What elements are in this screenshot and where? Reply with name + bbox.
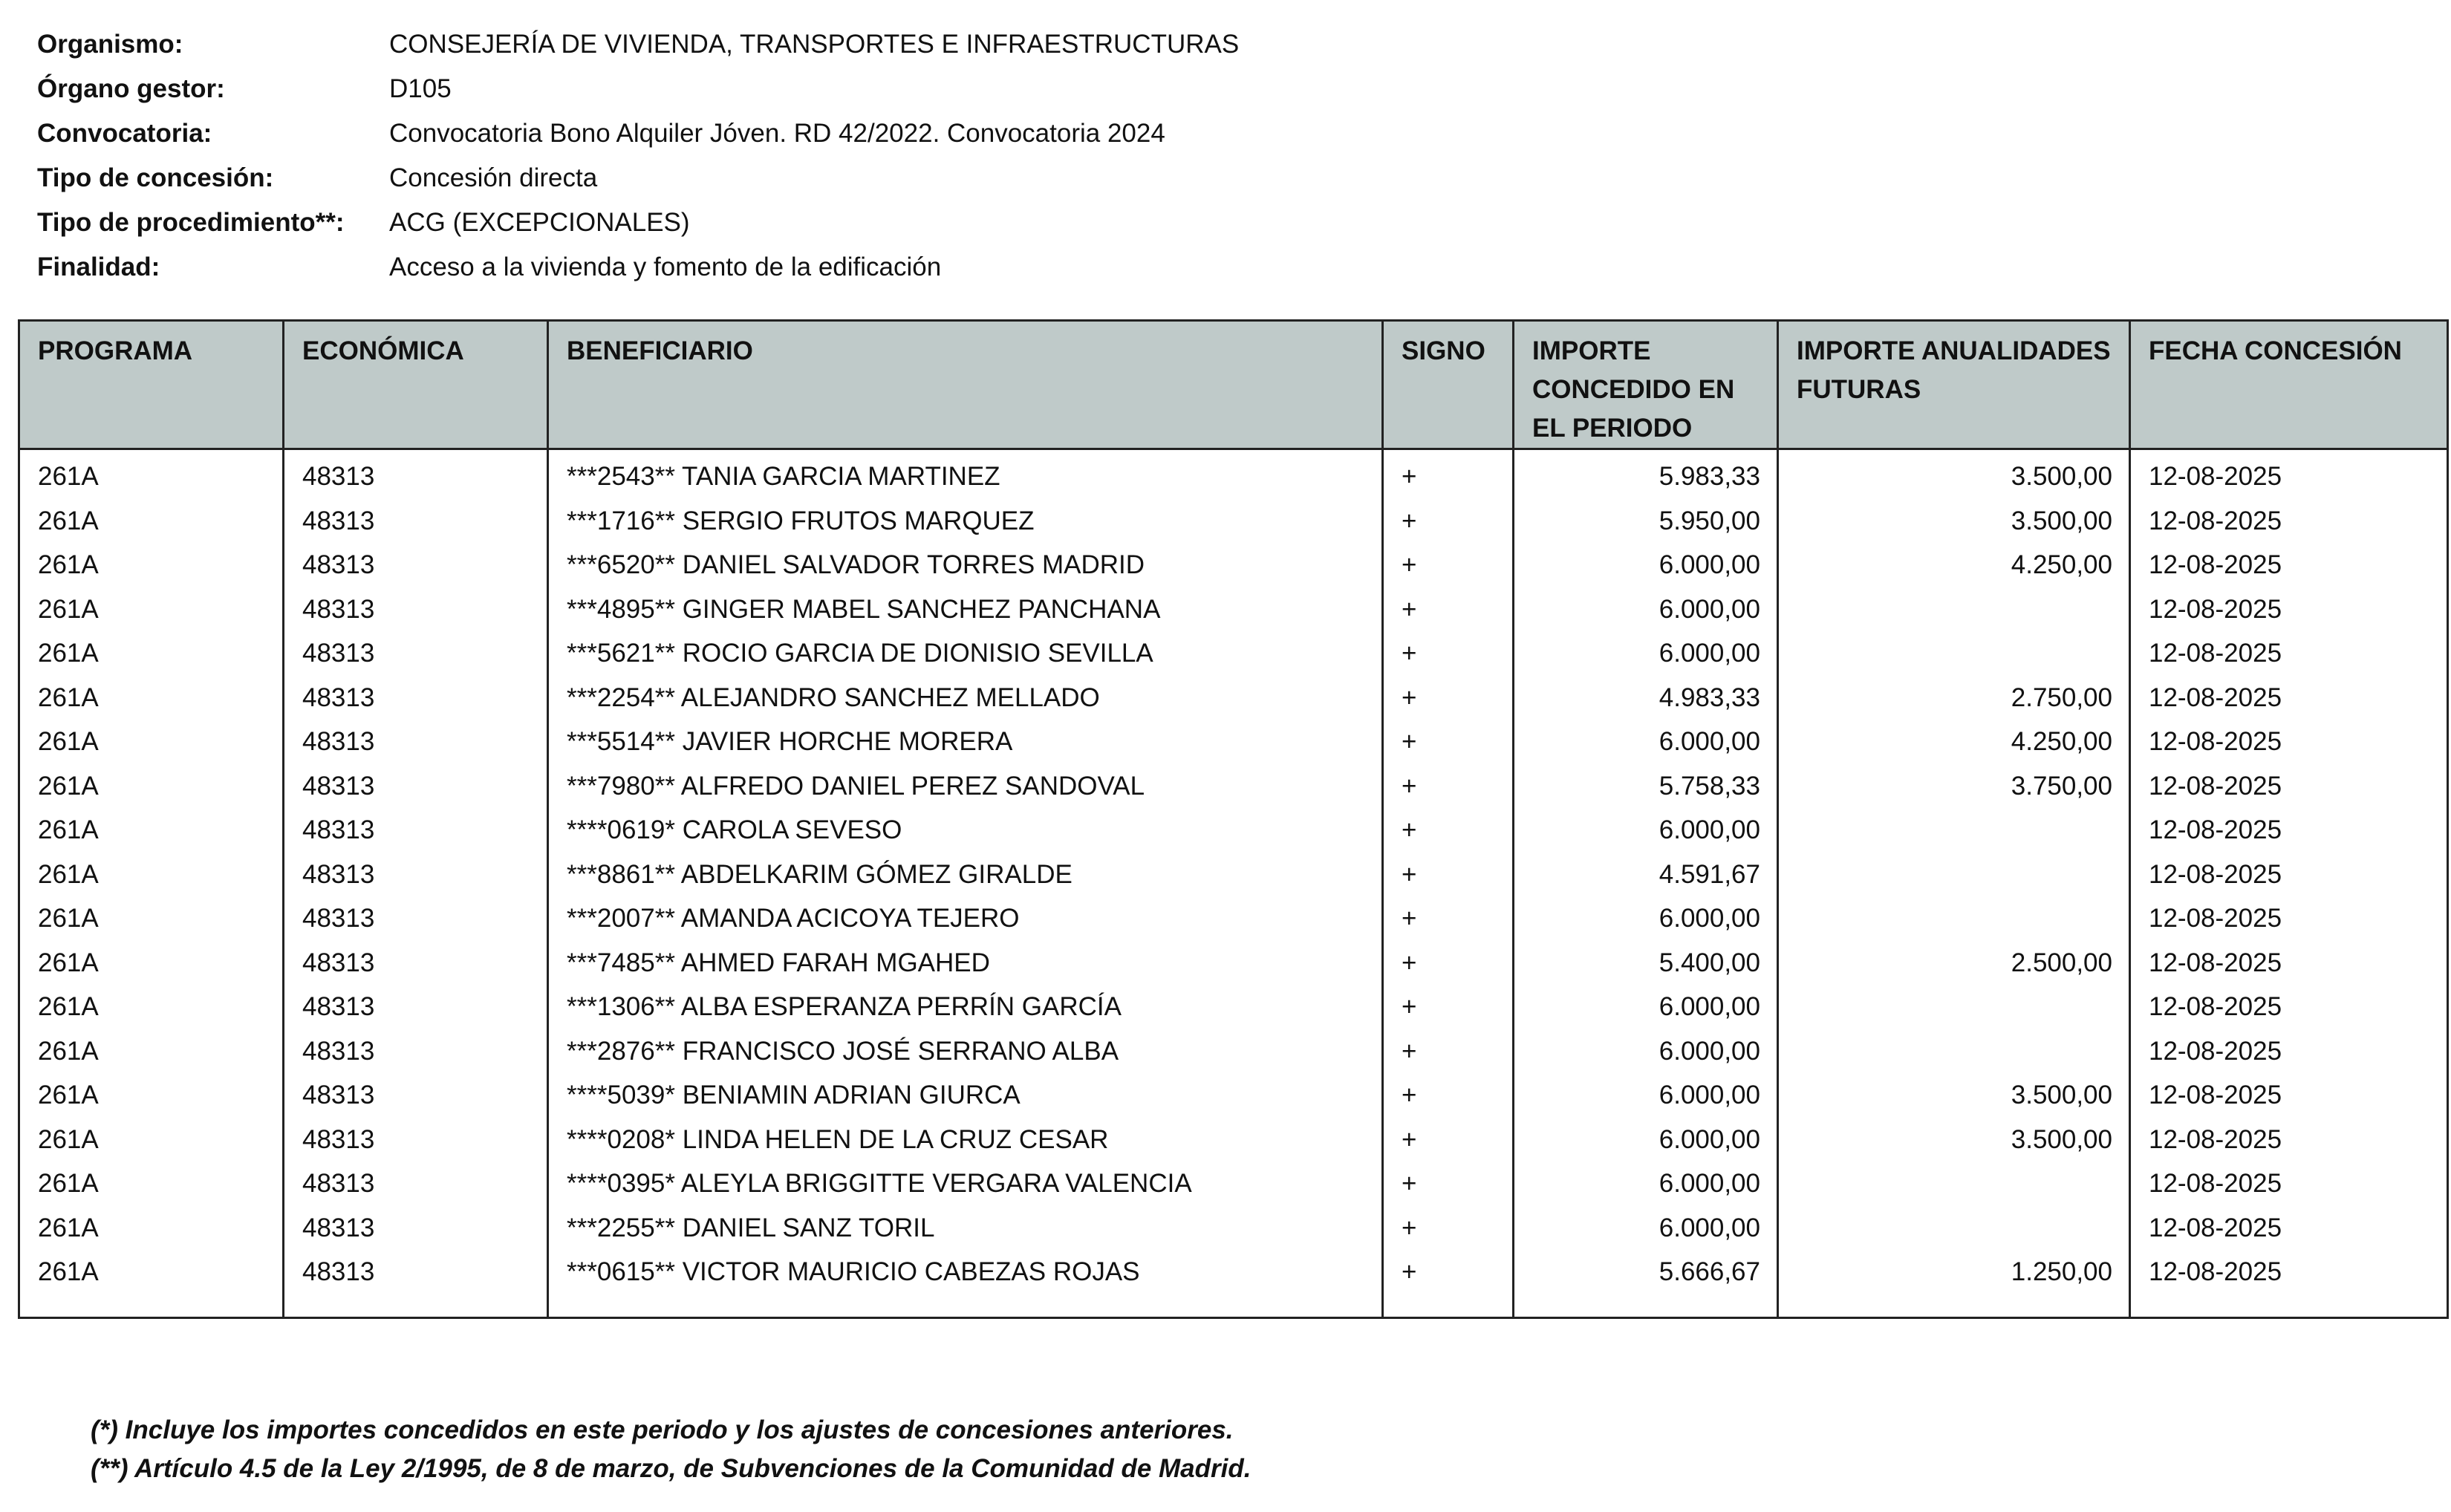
cell-beneficiario: ***7980** ALFREDO DANIEL PEREZ SANDOVAL	[548, 764, 1383, 809]
meta-label: Convocatoria:	[37, 119, 212, 148]
cell-importe-anualidades	[1778, 853, 2130, 897]
cell-signo: +	[1383, 1118, 1514, 1162]
cell-fecha-concesion: 12-08-2025	[2130, 764, 2448, 809]
meta-value: ACG (EXCEPCIONALES)	[389, 208, 690, 237]
cell-importe-concedido: 5.666,67	[1514, 1250, 1778, 1294]
cell-importe-anualidades: 3.500,00	[1778, 499, 2130, 544]
table-row	[19, 631, 2448, 676]
table-row	[19, 1250, 2448, 1294]
cell-economica: 48313	[284, 1118, 548, 1162]
cell-fecha-concesion: 12-08-2025	[2130, 808, 2448, 853]
empty-cell	[284, 1294, 548, 1318]
cell-importe-anualidades: 2.500,00	[1778, 941, 2130, 985]
meta-value: Convocatoria Bono Alquiler Jóven. RD 42/2022. Convocatoria 2024	[389, 119, 1165, 148]
cell-fecha-concesion: 12-08-2025	[2130, 1250, 2448, 1294]
meta-label: Órgano gestor:	[37, 74, 225, 103]
cell-economica: 48313	[284, 808, 548, 853]
cell-fecha-concesion: 12-08-2025	[2130, 1073, 2448, 1118]
cell-economica: 48313	[284, 543, 548, 587]
table-row	[19, 1118, 2448, 1162]
cell-beneficiario: ***2254** ALEJANDRO SANCHEZ MELLADO	[548, 676, 1383, 720]
cell-signo: +	[1383, 720, 1514, 764]
table-row	[19, 499, 2448, 544]
cell-signo: +	[1383, 1206, 1514, 1251]
table-row	[19, 720, 2448, 764]
cell-programa: 261A	[19, 1118, 284, 1162]
cell-beneficiario: ***6520** DANIEL SALVADOR TORRES MADRID	[548, 543, 1383, 587]
cell-importe-anualidades	[1778, 587, 2130, 632]
cell-signo: +	[1383, 1029, 1514, 1074]
table-body	[19, 449, 2448, 1318]
cell-fecha-concesion: 12-08-2025	[2130, 720, 2448, 764]
cell-importe-concedido: 6.000,00	[1514, 631, 1778, 676]
cell-programa: 261A	[19, 1029, 284, 1074]
cell-economica: 48313	[284, 587, 548, 632]
cell-importe-concedido: 6.000,00	[1514, 985, 1778, 1029]
metadata-block	[37, 22, 1239, 290]
cell-importe-anualidades: 3.750,00	[1778, 764, 2130, 809]
table-filler-row	[19, 1294, 2448, 1318]
table-row	[19, 764, 2448, 809]
cell-signo: +	[1383, 896, 1514, 941]
cell-importe-anualidades	[1778, 1206, 2130, 1251]
cell-programa: 261A	[19, 1161, 284, 1206]
cell-beneficiario: ***2543** TANIA GARCIA MARTINEZ	[548, 449, 1383, 499]
meta-value: Acceso a la vivienda y fomento de la edificación	[389, 252, 942, 281]
column-header-importe-anualidades: IMPORTE ANUALIDADES FUTURAS	[1778, 321, 2130, 449]
cell-importe-anualidades	[1778, 896, 2130, 941]
cell-programa: 261A	[19, 1073, 284, 1118]
meta-label: Tipo de concesión:	[37, 163, 274, 192]
cell-programa: 261A	[19, 941, 284, 985]
cell-programa: 261A	[19, 720, 284, 764]
cell-programa: 261A	[19, 676, 284, 720]
cell-importe-anualidades	[1778, 808, 2130, 853]
table-row	[19, 1073, 2448, 1118]
meta-row-tipo-concesion	[37, 156, 1239, 201]
cell-signo: +	[1383, 1161, 1514, 1206]
cell-signo: +	[1383, 587, 1514, 632]
cell-economica: 48313	[284, 1206, 548, 1251]
cell-beneficiario: ***5514** JAVIER HORCHE MORERA	[548, 720, 1383, 764]
cell-economica: 48313	[284, 1029, 548, 1074]
cell-programa: 261A	[19, 896, 284, 941]
cell-importe-anualidades: 4.250,00	[1778, 720, 2130, 764]
cell-economica: 48313	[284, 1161, 548, 1206]
meta-row-organismo	[37, 22, 1239, 67]
meta-row-tipo-procedimiento	[37, 201, 1239, 245]
cell-importe-concedido: 6.000,00	[1514, 1029, 1778, 1074]
meta-row-convocatoria	[37, 111, 1239, 156]
cell-signo: +	[1383, 985, 1514, 1029]
footnotes	[91, 1411, 1251, 1488]
cell-importe-concedido: 6.000,00	[1514, 543, 1778, 587]
cell-importe-concedido: 5.950,00	[1514, 499, 1778, 544]
column-header-fecha-concesion: FECHA CONCESIÓN	[2130, 321, 2448, 449]
grants-table	[18, 319, 2449, 1319]
cell-importe-concedido: 4.591,67	[1514, 853, 1778, 897]
cell-fecha-concesion: 12-08-2025	[2130, 631, 2448, 676]
cell-importe-anualidades: 3.500,00	[1778, 1073, 2130, 1118]
cell-importe-concedido: 6.000,00	[1514, 1118, 1778, 1162]
cell-programa: 261A	[19, 985, 284, 1029]
cell-fecha-concesion: 12-08-2025	[2130, 1029, 2448, 1074]
cell-importe-anualidades: 4.250,00	[1778, 543, 2130, 587]
cell-fecha-concesion: 12-08-2025	[2130, 499, 2448, 544]
column-header-programa: PROGRAMA	[19, 321, 284, 449]
cell-economica: 48313	[284, 985, 548, 1029]
table-row	[19, 1029, 2448, 1074]
table-row	[19, 449, 2448, 499]
cell-fecha-concesion: 12-08-2025	[2130, 1206, 2448, 1251]
cell-fecha-concesion: 12-08-2025	[2130, 676, 2448, 720]
cell-fecha-concesion: 12-08-2025	[2130, 543, 2448, 587]
cell-importe-concedido: 6.000,00	[1514, 587, 1778, 632]
cell-economica: 48313	[284, 676, 548, 720]
cell-economica: 48313	[284, 764, 548, 809]
cell-importe-concedido: 4.983,33	[1514, 676, 1778, 720]
empty-cell	[1778, 1294, 2130, 1318]
cell-programa: 261A	[19, 808, 284, 853]
cell-economica: 48313	[284, 720, 548, 764]
table-row	[19, 676, 2448, 720]
cell-beneficiario: ***2876** FRANCISCO JOSÉ SERRANO ALBA	[548, 1029, 1383, 1074]
empty-cell	[1383, 1294, 1514, 1318]
cell-programa: 261A	[19, 1250, 284, 1294]
cell-importe-concedido: 6.000,00	[1514, 1206, 1778, 1251]
cell-fecha-concesion: 12-08-2025	[2130, 449, 2448, 499]
column-header-importe-concedido: IMPORTE CONCEDIDO EN EL PERIODO	[1514, 321, 1778, 449]
cell-beneficiario: ****0395* ALEYLA BRIGGITTE VERGARA VALENCIA	[548, 1161, 1383, 1206]
cell-importe-anualidades	[1778, 1029, 2130, 1074]
cell-signo: +	[1383, 631, 1514, 676]
table-row	[19, 941, 2448, 985]
cell-programa: 261A	[19, 499, 284, 544]
cell-signo: +	[1383, 676, 1514, 720]
cell-beneficiario: ***5621** ROCIO GARCIA DE DIONISIO SEVILLA	[548, 631, 1383, 676]
cell-economica: 48313	[284, 499, 548, 544]
cell-importe-anualidades: 1.250,00	[1778, 1250, 2130, 1294]
cell-fecha-concesion: 12-08-2025	[2130, 896, 2448, 941]
cell-beneficiario: ***7485** AHMED FARAH MGAHED	[548, 941, 1383, 985]
meta-row-finalidad	[37, 245, 1239, 290]
table-header-row	[19, 321, 2448, 449]
cell-programa: 261A	[19, 853, 284, 897]
meta-value: Concesión directa	[389, 163, 598, 192]
table-row	[19, 1161, 2448, 1206]
meta-row-organo-gestor	[37, 67, 1239, 111]
table-row	[19, 985, 2448, 1029]
empty-cell	[19, 1294, 284, 1318]
cell-importe-anualidades	[1778, 631, 2130, 676]
cell-fecha-concesion: 12-08-2025	[2130, 587, 2448, 632]
table-row	[19, 1206, 2448, 1251]
cell-signo: +	[1383, 499, 1514, 544]
empty-cell	[548, 1294, 1383, 1318]
cell-importe-anualidades: 3.500,00	[1778, 449, 2130, 499]
cell-beneficiario: ****5039* BENIAMIN ADRIAN GIURCA	[548, 1073, 1383, 1118]
cell-beneficiario: ***8861** ABDELKARIM GÓMEZ GIRALDE	[548, 853, 1383, 897]
cell-signo: +	[1383, 764, 1514, 809]
cell-programa: 261A	[19, 449, 284, 499]
cell-signo: +	[1383, 1250, 1514, 1294]
cell-economica: 48313	[284, 853, 548, 897]
cell-importe-concedido: 6.000,00	[1514, 1073, 1778, 1118]
meta-label: Tipo de procedimiento**:	[37, 208, 345, 237]
footnote-importes: (*) Incluye los importes concedidos en este periodo y los ajustes de concesiones anteriores.	[91, 1415, 1234, 1444]
cell-fecha-concesion: 12-08-2025	[2130, 985, 2448, 1029]
cell-importe-anualidades: 3.500,00	[1778, 1118, 2130, 1162]
cell-importe-anualidades	[1778, 985, 2130, 1029]
cell-beneficiario: ****0208* LINDA HELEN DE LA CRUZ CESAR	[548, 1118, 1383, 1162]
cell-economica: 48313	[284, 449, 548, 499]
column-header-signo: SIGNO	[1383, 321, 1514, 449]
cell-importe-concedido: 6.000,00	[1514, 720, 1778, 764]
cell-importe-concedido: 6.000,00	[1514, 1161, 1778, 1206]
cell-importe-anualidades	[1778, 1161, 2130, 1206]
cell-programa: 261A	[19, 764, 284, 809]
cell-importe-concedido: 5.983,33	[1514, 449, 1778, 499]
empty-cell	[2130, 1294, 2448, 1318]
meta-value: D105	[389, 74, 452, 103]
column-header-beneficiario: BENEFICIARIO	[548, 321, 1383, 449]
meta-value: CONSEJERÍA DE VIVIENDA, TRANSPORTES E INFRAESTRUCTURAS	[389, 30, 1240, 59]
cell-programa: 261A	[19, 543, 284, 587]
table-row	[19, 896, 2448, 941]
meta-label: Organismo:	[37, 30, 183, 59]
cell-fecha-concesion: 12-08-2025	[2130, 1161, 2448, 1206]
cell-beneficiario: ***2255** DANIEL SANZ TORIL	[548, 1206, 1383, 1251]
table-row	[19, 808, 2448, 853]
cell-importe-concedido: 5.400,00	[1514, 941, 1778, 985]
column-header-economica: ECONÓMICA	[284, 321, 548, 449]
cell-economica: 48313	[284, 1073, 548, 1118]
table-row	[19, 853, 2448, 897]
cell-programa: 261A	[19, 587, 284, 632]
cell-economica: 48313	[284, 631, 548, 676]
cell-signo: +	[1383, 853, 1514, 897]
cell-importe-anualidades: 2.750,00	[1778, 676, 2130, 720]
cell-beneficiario: ***1306** ALBA ESPERANZA PERRÍN GARCÍA	[548, 985, 1383, 1029]
cell-economica: 48313	[284, 941, 548, 985]
cell-economica: 48313	[284, 896, 548, 941]
cell-signo: +	[1383, 543, 1514, 587]
cell-beneficiario: ***4895** GINGER MABEL SANCHEZ PANCHANA	[548, 587, 1383, 632]
meta-label: Finalidad:	[37, 252, 160, 281]
cell-beneficiario: ***0615** VICTOR MAURICIO CABEZAS ROJAS	[548, 1250, 1383, 1294]
cell-signo: +	[1383, 1073, 1514, 1118]
cell-beneficiario: ***2007** AMANDA ACICOYA TEJERO	[548, 896, 1383, 941]
empty-cell	[1514, 1294, 1778, 1318]
table-row	[19, 587, 2448, 632]
cell-fecha-concesion: 12-08-2025	[2130, 1118, 2448, 1162]
footnote-ley: (**) Artículo 4.5 de la Ley 2/1995, de 8 de marzo, de Subvenciones de la Comunidad de Madrid.	[91, 1454, 1251, 1483]
cell-programa: 261A	[19, 631, 284, 676]
cell-signo: +	[1383, 941, 1514, 985]
cell-importe-concedido: 5.758,33	[1514, 764, 1778, 809]
table-row	[19, 543, 2448, 587]
cell-economica: 48313	[284, 1250, 548, 1294]
cell-programa: 261A	[19, 1206, 284, 1251]
cell-fecha-concesion: 12-08-2025	[2130, 853, 2448, 897]
cell-beneficiario: ****0619* CAROLA SEVESO	[548, 808, 1383, 853]
cell-importe-concedido: 6.000,00	[1514, 808, 1778, 853]
cell-signo: +	[1383, 449, 1514, 499]
cell-importe-concedido: 6.000,00	[1514, 896, 1778, 941]
cell-signo: +	[1383, 808, 1514, 853]
cell-beneficiario: ***1716** SERGIO FRUTOS MARQUEZ	[548, 499, 1383, 544]
cell-fecha-concesion: 12-08-2025	[2130, 941, 2448, 985]
